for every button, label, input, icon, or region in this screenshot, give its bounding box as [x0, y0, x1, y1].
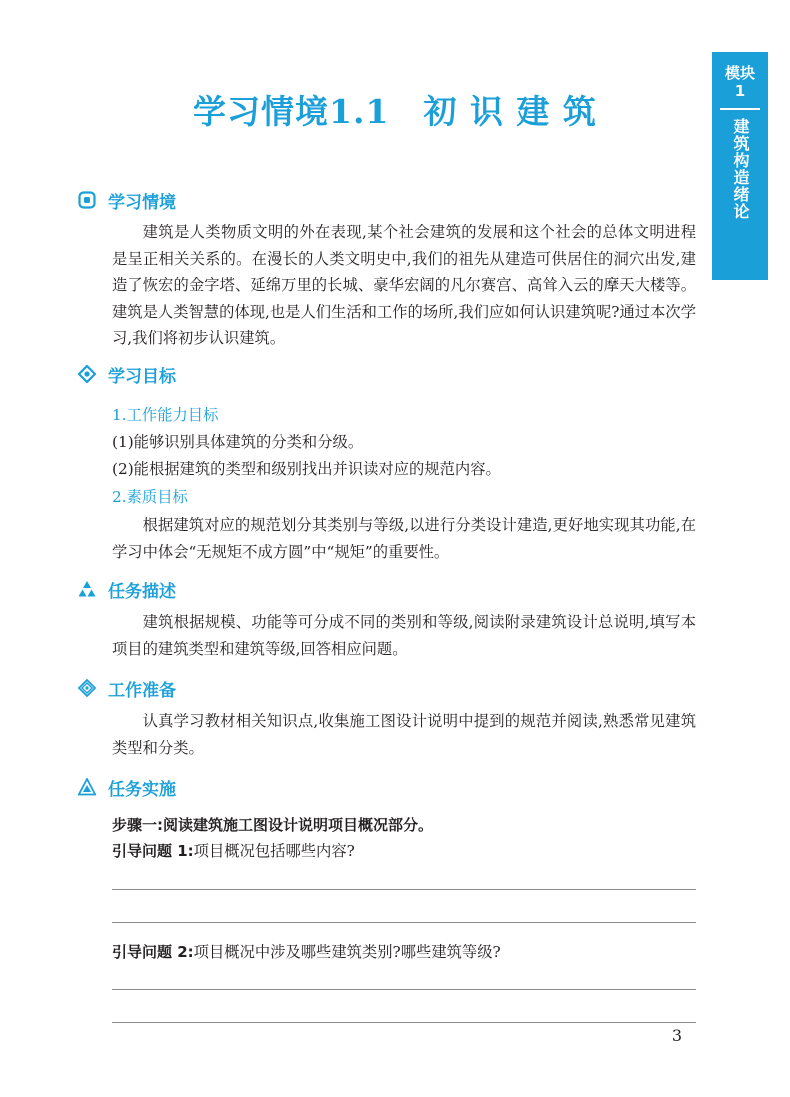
- objective-item-2: (2)能根据建筑的类型和级别找出并识读对应的规范内容。: [112, 460, 501, 478]
- section-heading-impl: 任务实施: [78, 774, 176, 800]
- question-2-label: 引导问题 2:: [112, 943, 194, 961]
- answer-line[interactable]: [112, 889, 696, 890]
- objective-subheading-ability: 1.工作能力目标: [112, 406, 219, 424]
- page-title: 学习情境1.1 初 识 建 筑: [193, 92, 597, 131]
- compass-diamond-icon: [78, 679, 96, 697]
- diamond-icon: [78, 365, 96, 383]
- module-label: 模块 1: [724, 64, 755, 100]
- answer-line[interactable]: [112, 989, 696, 990]
- objective-item-1: (1)能够识别具体建筑的分类和分级。: [112, 433, 364, 451]
- section-heading-task: 任务描述: [78, 576, 176, 602]
- guide-question-2: [112, 939, 696, 965]
- objective-quality-paragraph: 根据建筑对应的规范划分其类别与等级,以进行分类设计建造,更好地实现其功能,在学习中体会“无规矩不成方圆”中“规矩”的重要性。: [112, 516, 696, 561]
- question-1-text: 项目概况包括哪些内容?: [193, 842, 355, 860]
- page-number: 3: [671, 1026, 682, 1045]
- section-heading-prep: 工作准备: [78, 675, 176, 701]
- prep-paragraph: 认真学习教材相关知识点,收集施工图设计说明中提到的规范并阅读,熟悉常见建筑类型和分类。: [112, 712, 696, 757]
- answer-line[interactable]: [112, 922, 696, 923]
- task-paragraph: 建筑根据规模、功能等可分成不同的类别和等级,阅读附录建筑设计总说明,填写本项目的建筑类型和建筑等级,回答相应问题。: [112, 613, 696, 658]
- triangles-icon: [78, 580, 96, 598]
- section-heading-objectives: 学习目标: [78, 361, 176, 387]
- question-1-label: 引导问题 1:: [112, 842, 194, 860]
- answer-line[interactable]: [112, 1022, 696, 1023]
- guide-question-1: [112, 838, 696, 864]
- chapter-label: 建筑构造绪论: [731, 117, 750, 220]
- situation-paragraph: 建筑是人类物质文明的外在表现,某个社会建筑的发展和这个社会的总体文明进程是呈正相关关系的。在漫长的人类文明史中,我们的祖先从建造可供居住的洞穴出发,建造了恢宏的金字塔、延绵万里的长城、豪华宏阔的凡尔赛宫、高耸入云的摩天大楼等。建筑是人类智慧的体现,也是人们生活和工作的场所,我们应如何认识建筑呢?通过本次学习,我们将初步认识建筑。: [112, 223, 696, 347]
- objective-subheading-quality: 2.素质目标: [112, 488, 188, 506]
- step-one: 步骤一:阅读建筑施工图设计说明项目概况部分。: [112, 816, 434, 834]
- section-heading-situation: 学习情境: [78, 187, 176, 213]
- question-2-text: 项目概况中涉及哪些建筑类别?哪些建筑等级?: [193, 943, 501, 961]
- nested-triangle-icon: [78, 778, 96, 796]
- rounded-square-icon: [78, 191, 96, 209]
